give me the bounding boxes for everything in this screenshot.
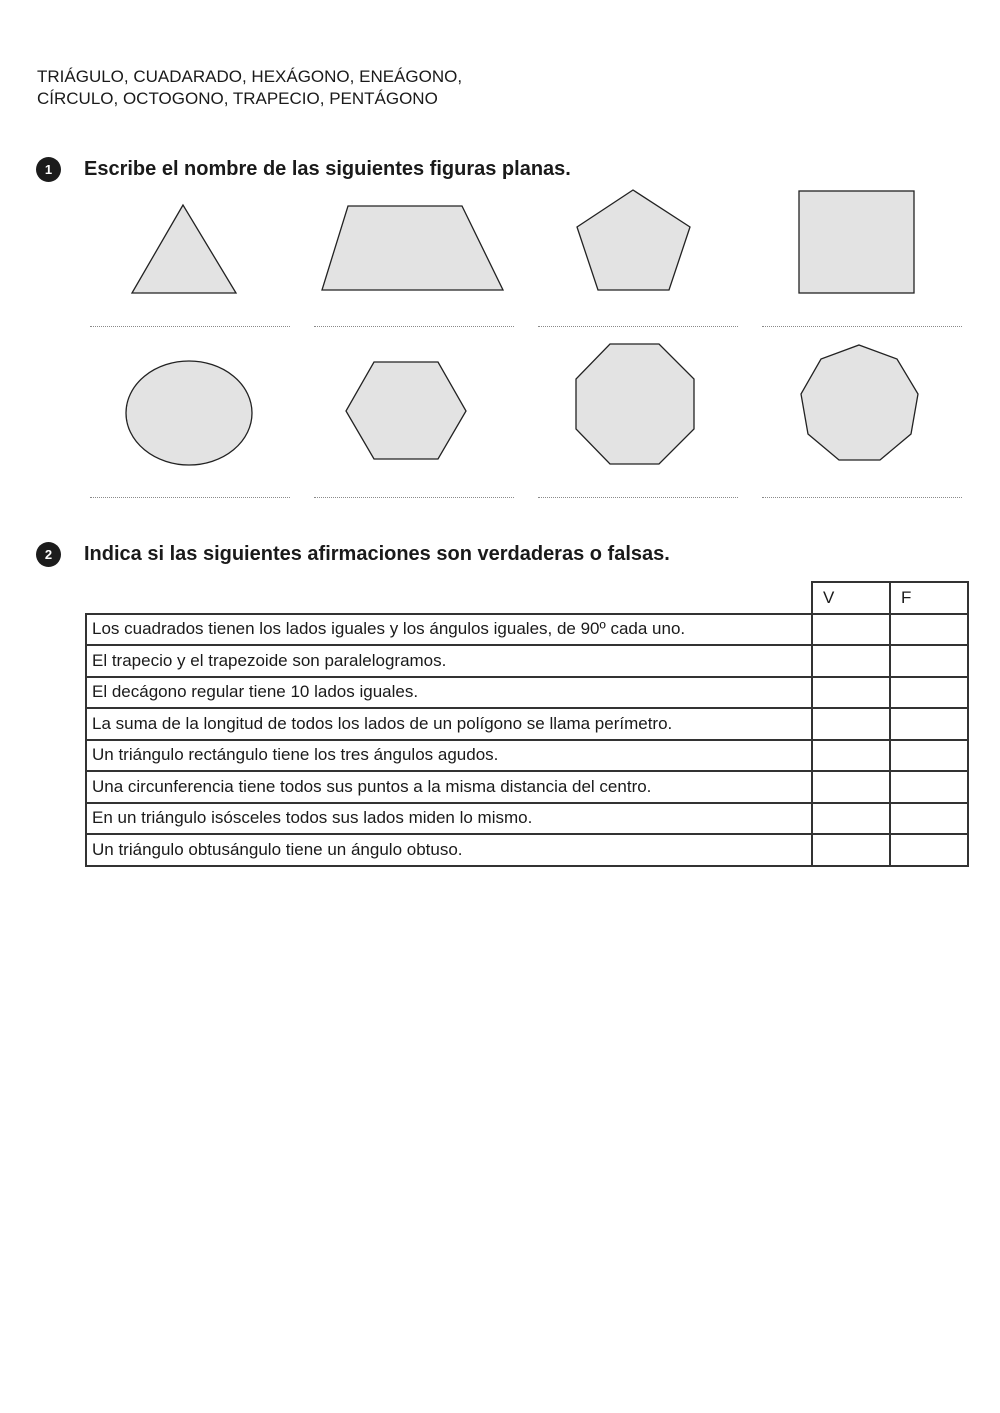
true-answer-box[interactable]	[812, 645, 890, 677]
exercise-1-heading	[36, 157, 571, 182]
table-row	[86, 677, 968, 709]
table-row	[86, 614, 968, 646]
octagon-shape	[576, 344, 694, 464]
table-row	[86, 708, 968, 740]
statement-text: El decágono regular tiene 10 lados iguales.	[86, 677, 812, 709]
statement-text: El trapecio y el trapezoide son paralelogramos.	[86, 645, 812, 677]
table-header-row	[86, 582, 968, 614]
answer-line[interactable]	[762, 326, 962, 327]
nonagon-shape	[801, 345, 918, 460]
table-row	[86, 834, 968, 866]
triangle-shape	[132, 205, 236, 293]
table-row	[86, 771, 968, 803]
word-bank	[37, 66, 462, 110]
true-answer-box[interactable]	[812, 708, 890, 740]
true-false-table	[85, 581, 969, 867]
word-bank-line-2: CÍRCULO, OCTOGONO, TRAPECIO, PENTÁGONO	[37, 89, 438, 108]
exercise-1-title: Escribe el nombre de las siguientes figuras planas.	[84, 158, 571, 180]
answer-line[interactable]	[538, 497, 738, 498]
false-answer-box[interactable]	[890, 614, 968, 646]
word-bank-line-1: TRIÁGULO, CUADARADO, HEXÁGONO, ENEÁGONO,	[37, 67, 463, 86]
false-answer-box[interactable]	[890, 677, 968, 709]
true-answer-box[interactable]	[812, 740, 890, 772]
statement-text: Los cuadrados tienen los lados iguales y los ángulos iguales, de 90º cada uno.	[86, 614, 812, 646]
statement-text: Un triángulo obtusángulo tiene un ángulo obtuso.	[86, 834, 812, 866]
false-answer-box[interactable]	[890, 740, 968, 772]
statement-text: Un triángulo rectángulo tiene los tres ángulos agudos.	[86, 740, 812, 772]
pentagon-shape	[577, 190, 690, 290]
answer-line[interactable]	[90, 326, 290, 327]
statement-text: Una circunferencia tiene todos sus puntos a la misma distancia del centro.	[86, 771, 812, 803]
true-answer-box[interactable]	[812, 803, 890, 835]
square-shape	[799, 191, 914, 293]
exercise-1-number-badge: 1	[36, 157, 61, 182]
header-true: V	[812, 582, 890, 614]
statement-text: En un triángulo isósceles todos sus lados miden lo mismo.	[86, 803, 812, 835]
table-row	[86, 740, 968, 772]
false-answer-box[interactable]	[890, 771, 968, 803]
false-answer-box[interactable]	[890, 708, 968, 740]
header-blank-cell	[86, 582, 812, 614]
answer-line[interactable]	[90, 497, 290, 498]
circle-shape	[126, 361, 252, 465]
false-answer-box[interactable]	[890, 803, 968, 835]
true-answer-box[interactable]	[812, 677, 890, 709]
answer-line[interactable]	[314, 326, 514, 327]
answer-line[interactable]	[538, 326, 738, 327]
exercise-2-heading	[36, 542, 670, 567]
table-row	[86, 803, 968, 835]
header-false: F	[890, 582, 968, 614]
true-answer-box[interactable]	[812, 834, 890, 866]
answer-line[interactable]	[762, 497, 962, 498]
true-answer-box[interactable]	[812, 771, 890, 803]
hexagon-shape	[346, 362, 466, 459]
false-answer-box[interactable]	[890, 834, 968, 866]
exercise-2-number-badge: 2	[36, 542, 61, 567]
trapezoid-shape	[322, 206, 503, 290]
statement-text: La suma de la longitud de todos los lados de un polígono se llama perímetro.	[86, 708, 812, 740]
true-answer-box[interactable]	[812, 614, 890, 646]
false-answer-box[interactable]	[890, 645, 968, 677]
answer-line[interactable]	[314, 497, 514, 498]
table-row	[86, 645, 968, 677]
exercise-2-title: Indica si las siguientes afirmaciones son verdaderas o falsas.	[84, 543, 670, 565]
